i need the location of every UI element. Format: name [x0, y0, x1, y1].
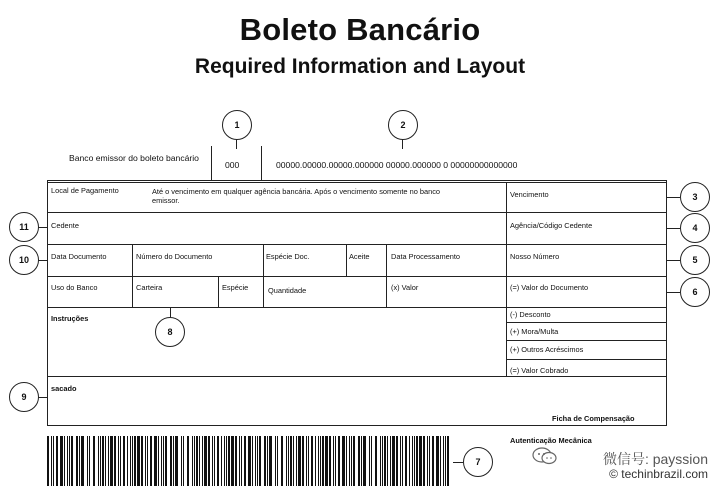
- bank-issuer-label: Banco emissor do boleto bancário: [69, 153, 199, 163]
- pointer-5: [666, 260, 680, 261]
- barcode-bar: [257, 436, 258, 486]
- form-bottom-border: [47, 425, 667, 426]
- barcode-bar: [228, 436, 230, 486]
- barcode-bar: [244, 436, 246, 486]
- barcode-bar: [358, 436, 360, 486]
- barcode-bar: [298, 436, 301, 486]
- barcode-bar: [199, 436, 200, 486]
- barcode-bar: [221, 436, 222, 486]
- barcode-bar: [315, 436, 316, 486]
- barcode-bar: [351, 436, 352, 486]
- barcode-bar: [290, 436, 292, 486]
- form-left-border: [47, 180, 48, 426]
- barcode-bar: [349, 436, 350, 486]
- barcode-bar: [127, 436, 128, 486]
- wechat-logo-icon: [532, 446, 558, 466]
- barcode-bar: [114, 436, 116, 486]
- barcode-bar: [392, 436, 395, 486]
- barcode-bar: [187, 436, 189, 486]
- marker-3: 3: [680, 182, 710, 212]
- barcode-bar: [320, 436, 321, 486]
- barcode-bar: [67, 436, 68, 486]
- form-top-border-2: [47, 182, 667, 183]
- barcode-bar: [335, 436, 336, 486]
- barcode-bar: [409, 436, 410, 486]
- barcode-bar: [102, 436, 104, 486]
- barcode-bar: [212, 436, 213, 486]
- field-x-valor: (x) Valor: [391, 283, 419, 292]
- pointer-7: [453, 462, 463, 463]
- barcode-bar: [196, 436, 198, 486]
- barcode-bar: [380, 436, 381, 486]
- barcode-bar: [400, 436, 401, 486]
- barcode-bar: [93, 436, 95, 486]
- barcode-bar: [204, 436, 207, 486]
- barcode-bar: [264, 436, 266, 486]
- barcode-bar: [241, 436, 242, 486]
- barcode-bar: [382, 436, 383, 486]
- barcode-bar: [277, 436, 278, 486]
- row-line-1: [47, 212, 667, 213]
- barcode-bar: [440, 436, 441, 486]
- barcode-bar: [423, 436, 425, 486]
- barcode-bar: [288, 436, 289, 486]
- barcode-bar: [447, 436, 449, 486]
- row-line-2: [47, 244, 667, 245]
- barcode-bar: [427, 436, 428, 486]
- barcode-bar: [137, 436, 140, 486]
- barcode-bar: [396, 436, 398, 486]
- field-ficha-compensacao: Ficha de Compensação: [552, 414, 635, 423]
- barcode-bar: [150, 436, 152, 486]
- barcode-bar: [214, 436, 215, 486]
- barcode-bar: [154, 436, 157, 486]
- field-especie: Espécie: [222, 283, 249, 292]
- barcode: [47, 436, 453, 486]
- barcode-bar: [346, 436, 347, 486]
- barcode-bar: [443, 436, 444, 486]
- barcode-bar: [141, 436, 143, 486]
- field-carteira: Carteira: [136, 283, 163, 292]
- barcode-bar: [296, 436, 297, 486]
- row3-divider-3: [346, 244, 347, 276]
- barcode-bar: [105, 436, 106, 486]
- barcode-bar: [252, 436, 253, 486]
- marker-1: 1: [222, 110, 252, 140]
- barcode-bar: [286, 436, 287, 486]
- barcode-bar: [173, 436, 174, 486]
- marker-7: 7: [463, 447, 493, 477]
- page-title: Boleto Bancário: [239, 12, 481, 47]
- digitable-line: 00000.00000.00000.000000 00000.000000 0 00000000000000: [276, 160, 518, 170]
- form-top-border: [47, 180, 667, 181]
- barcode-bar: [363, 436, 366, 486]
- barcode-bar: [53, 436, 54, 486]
- barcode-bar: [402, 436, 403, 486]
- barcode-bar: [361, 436, 362, 486]
- field-instrucoes: Instruções: [51, 314, 89, 323]
- field-local-pagamento-text: Até o vencimento em qualquer agência bancária. Após o vencimento somente no banco emissor.: [152, 187, 441, 205]
- barcode-bar: [226, 436, 227, 486]
- row-line-8: [47, 376, 667, 377]
- barcode-bar: [333, 436, 334, 486]
- barcode-bar: [318, 436, 319, 486]
- field-vencimento: Vencimento: [510, 190, 549, 199]
- field-nosso-numero: Nosso Número: [510, 252, 560, 261]
- pointer-6: [666, 292, 680, 293]
- barcode-bar: [322, 436, 324, 486]
- barcode-bar: [202, 436, 203, 486]
- barcode-bar: [120, 436, 121, 486]
- marker-9: 9: [9, 382, 39, 412]
- barcode-bar: [170, 436, 172, 486]
- field-mora-multa: (+) Mora/Multa: [510, 327, 559, 336]
- barcode-bar: [192, 436, 193, 486]
- barcode-bar: [60, 436, 63, 486]
- field-cedente: Cedente: [51, 221, 79, 230]
- barcode-bar: [165, 436, 167, 486]
- form-right-border: [666, 180, 667, 426]
- marker-2: 2: [388, 110, 418, 140]
- barcode-bar: [414, 436, 415, 486]
- page-subtitle: Required Information and Layout: [194, 55, 526, 78]
- barcode-bar: [267, 436, 268, 486]
- pointer-9: [38, 397, 47, 398]
- barcode-bar: [371, 436, 372, 486]
- barcode-bar: [56, 436, 58, 486]
- row4-divider-1: [218, 276, 219, 307]
- barcode-bar: [81, 436, 84, 486]
- barcode-bar: [110, 436, 113, 486]
- header-divider-1: [211, 146, 212, 180]
- row3-divider-4: [386, 244, 387, 307]
- barcode-bar: [338, 436, 340, 486]
- barcode-bar: [89, 436, 90, 486]
- row3-divider-1: [132, 244, 133, 307]
- barcode-bar: [353, 436, 355, 486]
- barcode-bar: [147, 436, 148, 486]
- row4-divider-2: [263, 276, 264, 307]
- barcode-bar: [231, 436, 234, 486]
- barcode-bar: [445, 436, 446, 486]
- barcode-bar: [329, 436, 331, 486]
- barcode-bar: [384, 436, 386, 486]
- field-data-documento: Data Documento: [51, 252, 107, 261]
- barcode-bar: [311, 436, 313, 486]
- row-line-7: [506, 359, 667, 360]
- barcode-bar: [419, 436, 422, 486]
- barcode-bar: [429, 436, 430, 486]
- marker-6: 6: [680, 277, 710, 307]
- pointer-3: [666, 197, 680, 198]
- barcode-bar: [158, 436, 159, 486]
- barcode-bar: [412, 436, 413, 486]
- field-numero-documento: Número do Documento: [136, 252, 213, 261]
- barcode-bar: [175, 436, 178, 486]
- row-line-6: [506, 340, 667, 341]
- barcode-bar: [375, 436, 377, 486]
- barcode-bar: [248, 436, 251, 486]
- pointer-1: [236, 139, 237, 149]
- barcode-bar: [259, 436, 261, 486]
- marker-8: 8: [155, 317, 185, 347]
- marker-10: 10: [9, 245, 39, 275]
- pointer-10: [38, 260, 47, 261]
- row-line-5: [506, 322, 667, 323]
- barcode-bar: [132, 436, 133, 486]
- field-data-processamento: Data Processamento: [391, 252, 461, 261]
- barcode-bar: [208, 436, 210, 486]
- barcode-bar: [239, 436, 240, 486]
- barcode-bar: [123, 436, 125, 486]
- row3-divider-2: [263, 244, 264, 276]
- marker-4: 4: [680, 213, 710, 243]
- barcode-bar: [306, 436, 307, 486]
- pointer-11: [38, 227, 47, 228]
- barcode-bar: [281, 436, 283, 486]
- bank-code: 000: [225, 160, 240, 170]
- pointer-8: [170, 307, 171, 317]
- barcode-bar: [432, 436, 434, 486]
- field-uso-banco: Uso do Banco: [51, 283, 98, 292]
- barcode-bar: [71, 436, 73, 486]
- barcode-bar: [369, 436, 370, 486]
- barcode-bar: [100, 436, 101, 486]
- barcode-bar: [302, 436, 304, 486]
- field-agencia-codigo: Agência/Código Cedente: [510, 221, 593, 230]
- barcode-bar: [108, 436, 109, 486]
- field-quantidade: Quantidade: [268, 286, 307, 295]
- field-valor-cobrado: (=) Valor Cobrado: [510, 366, 569, 375]
- row-line-4: [47, 307, 667, 308]
- field-aceite: Aceite: [349, 252, 370, 261]
- barcode-bar: [325, 436, 328, 486]
- barcode-bar: [183, 436, 184, 486]
- field-valor-documento: (=) Valor do Documento: [510, 283, 589, 292]
- barcode-bar: [387, 436, 388, 486]
- barcode-bar: [145, 436, 146, 486]
- header-divider-2: [261, 146, 262, 180]
- barcode-bar: [69, 436, 70, 486]
- barcode-bar: [181, 436, 182, 486]
- barcode-bar: [47, 436, 49, 486]
- barcode-bar: [118, 436, 119, 486]
- barcode-bar: [390, 436, 391, 486]
- barcode-bar: [163, 436, 164, 486]
- credit-watermark: © techinbrazil.com: [609, 467, 708, 481]
- wechat-watermark: 微信号: payssion: [602, 451, 708, 467]
- field-desconto: (-) Desconto: [510, 310, 551, 319]
- row-line-3: [47, 276, 667, 277]
- barcode-bar: [224, 436, 225, 486]
- barcode-bar: [64, 436, 65, 486]
- barcode-bar: [235, 436, 237, 486]
- marker-5: 5: [680, 245, 710, 275]
- barcode-bar: [87, 436, 88, 486]
- barcode-bar: [436, 436, 439, 486]
- barcode-bar: [217, 436, 219, 486]
- barcode-bar: [51, 436, 52, 486]
- barcode-bar: [416, 436, 418, 486]
- barcode-bar: [293, 436, 294, 486]
- barcode-bar: [76, 436, 78, 486]
- barcode-bar: [134, 436, 136, 486]
- barcode-bar: [79, 436, 80, 486]
- field-outros-acrescimos: (+) Outros Acréscimos: [510, 345, 584, 354]
- field-sacado: sacado: [51, 384, 77, 393]
- barcode-bar: [308, 436, 309, 486]
- barcode-bar: [130, 436, 131, 486]
- field-local-pagamento: Local de Pagamento: [51, 186, 119, 195]
- field-autenticacao-mecanica: Autenticação Mecânica: [510, 436, 592, 445]
- pointer-2: [402, 139, 403, 149]
- barcode-bar: [161, 436, 162, 486]
- barcode-bar: [405, 436, 407, 486]
- field-especie-doc: Espécie Doc.: [266, 252, 310, 261]
- marker-11: 11: [9, 212, 39, 242]
- barcode-bar: [98, 436, 99, 486]
- barcode-bar: [275, 436, 276, 486]
- barcode-bar: [269, 436, 272, 486]
- barcode-bar: [255, 436, 256, 486]
- barcode-bar: [342, 436, 345, 486]
- barcode-bar: [194, 436, 195, 486]
- pointer-4: [666, 228, 680, 229]
